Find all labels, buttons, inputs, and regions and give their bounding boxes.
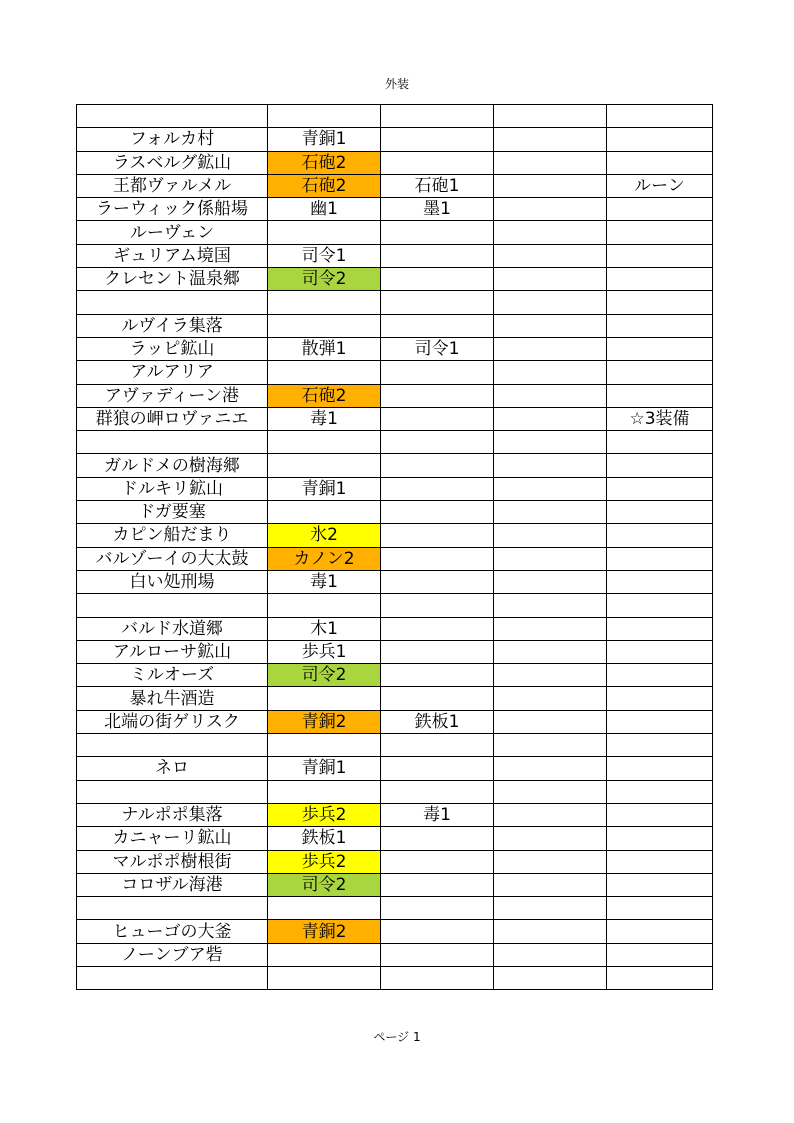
equipment-cell[interactable]: 鉄板1	[268, 827, 381, 850]
equipment-cell[interactable]: 歩兵2	[268, 850, 381, 873]
table-row	[77, 431, 713, 454]
equipment-cell[interactable]	[494, 431, 607, 454]
equipment-cell[interactable]	[494, 105, 607, 128]
equipment-cell[interactable]	[381, 384, 494, 407]
equipment-cell[interactable]	[494, 780, 607, 803]
location-name-cell[interactable]: バルド水道郷	[77, 617, 268, 640]
equipment-cell[interactable]	[268, 734, 381, 757]
table-row	[77, 640, 713, 663]
location-name-cell[interactable]: ルーヴェン	[77, 221, 268, 244]
equipment-cell[interactable]	[268, 454, 381, 477]
equipment-cell[interactable]	[381, 966, 494, 989]
equipment-cell[interactable]: 司令2	[268, 664, 381, 687]
location-name-cell[interactable]	[77, 780, 268, 803]
equipment-cell[interactable]	[381, 827, 494, 850]
equipment-cell[interactable]	[494, 524, 607, 547]
table-row	[77, 757, 713, 780]
equipment-cell[interactable]	[494, 803, 607, 826]
equipment-cell[interactable]: 青銅2	[268, 710, 381, 733]
location-name-cell[interactable]	[77, 594, 268, 617]
equipment-cell[interactable]	[381, 477, 494, 500]
equipment-cell[interactable]: ☆3装備	[607, 407, 713, 430]
page-header: 外装	[384, 77, 409, 91]
table-row	[77, 966, 713, 989]
equipment-cell[interactable]	[381, 594, 494, 617]
table-row	[77, 128, 713, 151]
equipment-cell[interactable]: 青銅1	[268, 128, 381, 151]
table-row	[77, 151, 713, 174]
equipment-cell[interactable]	[607, 501, 713, 524]
equipment-cell[interactable]	[381, 151, 494, 174]
equipment-cell[interactable]	[381, 268, 494, 291]
table-row	[77, 850, 713, 873]
spreadsheet-body	[77, 105, 713, 990]
equipment-cell[interactable]	[494, 337, 607, 360]
equipment-cell[interactable]	[607, 664, 713, 687]
equipment-cell[interactable]	[494, 664, 607, 687]
location-name-cell[interactable]: ドガ要塞	[77, 501, 268, 524]
location-name-cell[interactable]	[77, 966, 268, 989]
equipment-cell[interactable]	[607, 151, 713, 174]
equipment-cell[interactable]	[381, 244, 494, 267]
location-name-cell[interactable]: 王都ヴァルメル	[77, 174, 268, 197]
equipment-cell[interactable]	[607, 687, 713, 710]
equipment-cell[interactable]	[494, 291, 607, 314]
table-row	[77, 407, 713, 430]
location-name-cell[interactable]: カピン船だまり	[77, 524, 268, 547]
table-row	[77, 803, 713, 826]
equipment-cell[interactable]	[494, 734, 607, 757]
location-name-cell[interactable]: マルポポ樹根街	[77, 850, 268, 873]
equipment-cell[interactable]	[381, 128, 494, 151]
equipment-cell[interactable]	[607, 757, 713, 780]
equipment-cell[interactable]	[381, 431, 494, 454]
equipment-cell[interactable]: 石砲2	[268, 174, 381, 197]
equipment-cell[interactable]	[268, 361, 381, 384]
equipment-cell[interactable]	[607, 710, 713, 733]
page-footer: ページ 1	[373, 1030, 421, 1044]
equipment-cell[interactable]	[494, 594, 607, 617]
equipment-cell[interactable]	[494, 570, 607, 593]
equipment-cell[interactable]	[607, 244, 713, 267]
equipment-cell[interactable]	[607, 850, 713, 873]
equipment-cell[interactable]	[494, 617, 607, 640]
equipment-cell[interactable]	[494, 710, 607, 733]
table-row	[77, 594, 713, 617]
equipment-cell[interactable]	[381, 920, 494, 943]
equipment-cell[interactable]	[494, 477, 607, 500]
equipment-cell[interactable]	[381, 897, 494, 920]
location-name-cell[interactable]: ヒューゴの大釜	[77, 920, 268, 943]
equipment-cell[interactable]	[607, 897, 713, 920]
location-name-cell[interactable]: アルアリア	[77, 361, 268, 384]
equipment-cell[interactable]: 司令1	[381, 337, 494, 360]
location-name-cell[interactable]: アルローサ鉱山	[77, 640, 268, 663]
equipment-cell[interactable]: 散弾1	[268, 337, 381, 360]
table-row	[77, 361, 713, 384]
equipment-cell[interactable]	[381, 454, 494, 477]
location-name-cell[interactable]: ガルドメの樹海郷	[77, 454, 268, 477]
equipment-cell[interactable]	[494, 827, 607, 850]
location-name-cell[interactable]	[77, 291, 268, 314]
equipment-cell[interactable]	[268, 897, 381, 920]
location-name-cell[interactable]	[77, 897, 268, 920]
equipment-cell[interactable]: 司令2	[268, 268, 381, 291]
equipment-cell[interactable]	[494, 547, 607, 570]
equipment-cell[interactable]	[381, 640, 494, 663]
table-row	[77, 314, 713, 337]
location-name-cell[interactable]: ノーンブア砦	[77, 943, 268, 966]
equipment-cell[interactable]: 青銅1	[268, 757, 381, 780]
equipment-cell[interactable]: 青銅1	[268, 477, 381, 500]
table-row	[77, 477, 713, 500]
equipment-cell[interactable]	[607, 873, 713, 896]
equipment-cell[interactable]	[381, 407, 494, 430]
table-row	[77, 291, 713, 314]
table-row	[77, 524, 713, 547]
equipment-cell[interactable]	[607, 105, 713, 128]
equipment-cell[interactable]	[607, 803, 713, 826]
table-row	[77, 873, 713, 896]
table-row	[77, 827, 713, 850]
equipment-cell[interactable]	[607, 827, 713, 850]
equipment-cell[interactable]	[268, 966, 381, 989]
equipment-cell[interactable]	[494, 687, 607, 710]
equipment-cell[interactable]	[381, 105, 494, 128]
equipment-cell[interactable]	[494, 174, 607, 197]
equipment-cell[interactable]	[268, 431, 381, 454]
equipment-cell[interactable]: 石砲1	[381, 174, 494, 197]
equipment-cell[interactable]	[268, 943, 381, 966]
equipment-cell[interactable]: 石砲2	[268, 151, 381, 174]
equipment-cell[interactable]	[381, 617, 494, 640]
table-row	[77, 897, 713, 920]
equipment-cell[interactable]: カノン2	[268, 547, 381, 570]
equipment-cell[interactable]	[607, 617, 713, 640]
equipment-cell[interactable]	[607, 524, 713, 547]
table-row	[77, 664, 713, 687]
equipment-cell[interactable]: 石砲2	[268, 384, 381, 407]
table-row	[77, 337, 713, 360]
equipment-cell[interactable]	[607, 337, 713, 360]
equipment-cell[interactable]: 青銅2	[268, 920, 381, 943]
equipment-cell[interactable]	[268, 687, 381, 710]
location-name-cell[interactable]: ミルオーズ	[77, 664, 268, 687]
equipment-cell[interactable]	[494, 850, 607, 873]
equipment-cell[interactable]: 司令2	[268, 873, 381, 896]
equipment-cell[interactable]	[607, 966, 713, 989]
table-row	[77, 244, 713, 267]
equipment-cell[interactable]	[607, 547, 713, 570]
equipment-cell[interactable]	[607, 594, 713, 617]
table-row	[77, 198, 713, 221]
table-row	[77, 617, 713, 640]
equipment-cell[interactable]	[381, 943, 494, 966]
location-name-cell[interactable]	[77, 105, 268, 128]
equipment-cell[interactable]	[607, 291, 713, 314]
equipment-cell[interactable]	[494, 314, 607, 337]
location-name-cell[interactable]: ルヴイラ集落	[77, 314, 268, 337]
equipment-cell[interactable]	[607, 920, 713, 943]
location-name-cell[interactable]: フォルカ村	[77, 128, 268, 151]
equipment-cell[interactable]	[607, 431, 713, 454]
equipment-cell[interactable]	[494, 198, 607, 221]
location-name-cell[interactable]: 白い処刑場	[77, 570, 268, 593]
equipment-cell[interactable]: 毒1	[268, 407, 381, 430]
equipment-cell[interactable]	[381, 501, 494, 524]
equipment-cell[interactable]	[494, 873, 607, 896]
location-name-cell[interactable]: ギュリアム境国	[77, 244, 268, 267]
equipment-cell[interactable]: 幽1	[268, 198, 381, 221]
equipment-cell[interactable]	[607, 361, 713, 384]
equipment-cell[interactable]	[381, 780, 494, 803]
equipment-cell[interactable]	[494, 128, 607, 151]
equipment-cell[interactable]	[607, 198, 713, 221]
equipment-cell[interactable]	[268, 501, 381, 524]
equipment-cell[interactable]	[381, 524, 494, 547]
equipment-cell[interactable]: 氷2	[268, 524, 381, 547]
equipment-cell[interactable]	[268, 594, 381, 617]
table-row	[77, 943, 713, 966]
equipment-cell[interactable]	[494, 361, 607, 384]
equipment-cell[interactable]	[494, 407, 607, 430]
table-row	[77, 174, 713, 197]
equipment-cell[interactable]: 毒1	[381, 803, 494, 826]
equipment-cell[interactable]	[607, 454, 713, 477]
equipment-cell[interactable]: 司令1	[268, 244, 381, 267]
location-name-cell[interactable]	[77, 734, 268, 757]
equipment-cell[interactable]	[494, 640, 607, 663]
equipment-cell[interactable]	[494, 757, 607, 780]
location-name-cell[interactable]: 北端の街ゲリスク	[77, 710, 268, 733]
location-name-cell[interactable]: クレセント温泉郷	[77, 268, 268, 291]
equipment-cell[interactable]	[381, 547, 494, 570]
equipment-cell[interactable]: 歩兵1	[268, 640, 381, 663]
equipment-cell[interactable]	[494, 897, 607, 920]
equipment-cell[interactable]	[268, 780, 381, 803]
location-name-cell[interactable]: コロザル海港	[77, 873, 268, 896]
table-row	[77, 780, 713, 803]
location-name-cell[interactable]: アヴァディーン港	[77, 384, 268, 407]
equipment-cell[interactable]	[381, 570, 494, 593]
equipment-cell[interactable]	[494, 920, 607, 943]
equipment-cell[interactable]	[381, 221, 494, 244]
equipment-cell[interactable]	[494, 221, 607, 244]
table-row	[77, 501, 713, 524]
location-name-cell[interactable]: ラスベルグ鉱山	[77, 151, 268, 174]
equipment-cell[interactable]	[268, 221, 381, 244]
location-name-cell[interactable]: ドルキリ鉱山	[77, 477, 268, 500]
equipment-cell[interactable]	[381, 873, 494, 896]
equipment-cell[interactable]	[607, 384, 713, 407]
equipment-cell[interactable]	[494, 244, 607, 267]
equipment-cell[interactable]: 毒1	[268, 570, 381, 593]
equipment-cell[interactable]: ルーン	[607, 174, 713, 197]
location-name-cell[interactable]: バルゾーイの大太鼓	[77, 547, 268, 570]
table-row	[77, 570, 713, 593]
equipment-cell[interactable]	[607, 221, 713, 244]
table-row	[77, 454, 713, 477]
location-name-cell[interactable]: ラーウィック係船場	[77, 198, 268, 221]
location-name-cell[interactable]: カニャーリ鉱山	[77, 827, 268, 850]
table-row	[77, 920, 713, 943]
equipment-cell[interactable]	[607, 314, 713, 337]
equipment-cell[interactable]	[607, 640, 713, 663]
location-name-cell[interactable]: ネロ	[77, 757, 268, 780]
table-row	[77, 547, 713, 570]
equipment-cell[interactable]	[494, 384, 607, 407]
equipment-cell[interactable]	[607, 128, 713, 151]
equipment-cell[interactable]	[607, 943, 713, 966]
equipment-cell[interactable]: 歩兵2	[268, 803, 381, 826]
equipment-cell[interactable]	[268, 314, 381, 337]
location-name-cell[interactable]: ラッピ鉱山	[77, 337, 268, 360]
equipment-cell[interactable]	[381, 687, 494, 710]
location-name-cell[interactable]: 暴れ牛酒造	[77, 687, 268, 710]
equipment-cell[interactable]	[494, 454, 607, 477]
table-row	[77, 734, 713, 757]
equipment-cell[interactable]	[381, 757, 494, 780]
equipment-cell[interactable]	[381, 314, 494, 337]
equipment-cell[interactable]	[381, 734, 494, 757]
location-name-cell[interactable]: 群狼の岬ロヴァニエ	[77, 407, 268, 430]
equipment-cell[interactable]	[494, 501, 607, 524]
equipment-cell[interactable]: 鉄板1	[381, 710, 494, 733]
equipment-cell[interactable]: 木1	[268, 617, 381, 640]
equipment-cell[interactable]	[607, 268, 713, 291]
equipment-cell[interactable]	[494, 268, 607, 291]
equipment-cell[interactable]: 墨1	[381, 198, 494, 221]
equipment-cell[interactable]	[268, 105, 381, 128]
equipment-cell[interactable]	[381, 850, 494, 873]
table-row	[77, 221, 713, 244]
location-name-cell[interactable]: ナルポポ集落	[77, 803, 268, 826]
equipment-cell[interactable]	[607, 477, 713, 500]
equipment-cell[interactable]	[381, 361, 494, 384]
equipment-cell[interactable]	[494, 151, 607, 174]
equipment-cell[interactable]	[494, 966, 607, 989]
equipment-cell[interactable]	[494, 943, 607, 966]
equipment-cell[interactable]	[607, 780, 713, 803]
table-row	[77, 105, 713, 128]
table-row	[77, 710, 713, 733]
equipment-cell[interactable]	[381, 291, 494, 314]
equipment-cell[interactable]	[268, 291, 381, 314]
table-row	[77, 687, 713, 710]
equipment-cell[interactable]	[607, 570, 713, 593]
equipment-cell[interactable]	[607, 734, 713, 757]
table-row	[77, 384, 713, 407]
spreadsheet-table	[76, 104, 713, 990]
table-row	[77, 268, 713, 291]
equipment-cell[interactable]	[381, 664, 494, 687]
location-name-cell[interactable]	[77, 431, 268, 454]
